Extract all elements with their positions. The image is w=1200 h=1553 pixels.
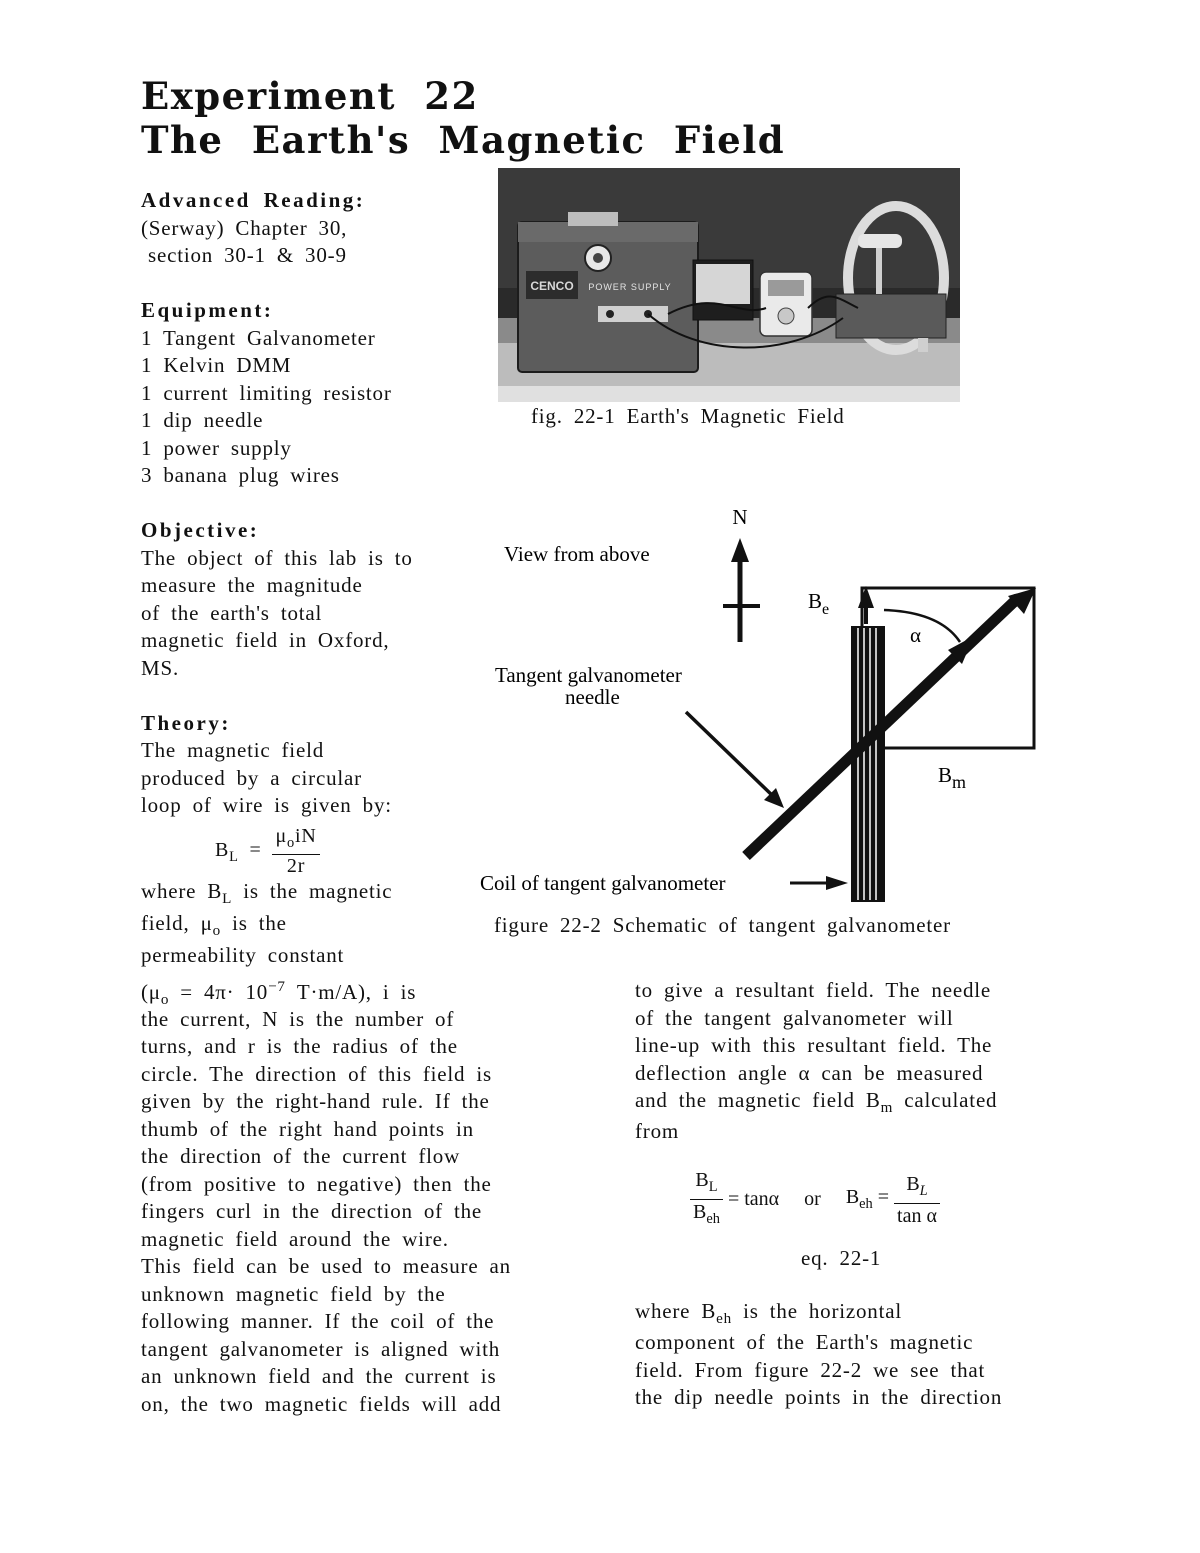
theory-line: This field can be used to measure an [141, 1254, 511, 1278]
theory-line: turns, and r is the radius of the [141, 1034, 458, 1058]
right-from-line: from [635, 1119, 680, 1143]
theory-line: unknown magnetic field by the [141, 1281, 446, 1306]
theory-line: loop of wire is given by: [141, 793, 392, 817]
theory-where-line: where $B_L$ is the magnetic [141, 878, 393, 907]
theory-line: circle. The direction of this field is [141, 1061, 493, 1086]
equipment-item: 1 current limiting resistor [141, 380, 392, 405]
galvanometer-schematic [470, 500, 1070, 910]
north-label: N [732, 505, 748, 529]
right-where-line: where $B_{eh}$ is the horizontal [635, 1299, 902, 1328]
equipment-item: 3 banana plug wires [141, 463, 340, 487]
alpha-arc [884, 610, 960, 642]
coil [851, 626, 885, 902]
objective-line: magnetic field in Oxford, [141, 628, 390, 652]
right-line: of the tangent galvanometer will [635, 1005, 954, 1030]
theory-line: tangent galvanometer is aligned with [141, 1336, 501, 1361]
objective-line: MS. [141, 655, 180, 680]
needle-label-1: Tangent galvanometer [495, 663, 682, 687]
right-line: to give a resultant field. The needle [635, 978, 992, 1002]
biot-savart-formula: $B_L$ = $\frac{\mu_oiN}{2r}$ [141, 820, 581, 878]
objective-heading: Objective: [141, 518, 260, 542]
needle-label-2: needle [565, 685, 620, 709]
view-label: View from above [504, 542, 650, 566]
theory-line: the current, N is the number of [141, 1006, 455, 1031]
right-line: field. From figure 22-2 we see that [635, 1357, 986, 1382]
right-line: line-up with this resultant field. The [635, 1033, 993, 1057]
alpha-label: α [910, 623, 922, 647]
equipment-item: 1 power supply [141, 435, 292, 460]
theory-line: given by the right-hand rule. If the [141, 1089, 490, 1113]
reading-line: section 30-1 & 30-9 [148, 243, 347, 267]
photo-caption: fig. 22-1 Earth's Magnetic Field [531, 404, 845, 428]
equipment-heading: Equipment: [141, 298, 274, 322]
be-label: $B_e$ [808, 589, 830, 618]
theory-line: magnetic field around the wire. [141, 1226, 449, 1251]
theory-line: (from positive to negative) then the [141, 1171, 492, 1196]
page-title [141, 74, 785, 162]
right-line: component of the Earth's magnetic [635, 1330, 974, 1354]
objective-line: of the earth's total [141, 600, 323, 625]
right-bm-line: and the magnetic field $B_m$ calculated [635, 1088, 998, 1117]
right-line: deflection angle α can be measured [635, 1060, 984, 1085]
equipment-item: 1 dip needle [141, 408, 264, 432]
theory-line: following manner. If the coil of the [141, 1309, 495, 1333]
equipment-photo [498, 168, 960, 402]
experiment-number: Experiment 22 [141, 74, 479, 118]
equation-label: eq. 22-1 [801, 1246, 882, 1270]
objective-line: The object of this lab is to [141, 545, 413, 570]
equipment-item: 1 Tangent Galvanometer [141, 325, 376, 350]
theory-line: The magnetic field [141, 738, 324, 762]
right-line: the dip needle points in the direction [635, 1385, 1003, 1409]
equation-22-1: $\frac{B_L}{B_{eh}}$ = tanα or $B_{eh}$ = $\frac{B_L}{\text{tan α}}$ [690, 1168, 940, 1231]
theory-permeability-line: permeability constant [141, 942, 345, 967]
theory-heading: Theory: [141, 710, 231, 735]
right-column-lower [635, 1298, 1075, 1412]
objective-line: measure the magnitude [141, 573, 363, 597]
equipment-item: 1 Kelvin DMM [141, 353, 292, 377]
theory-constant-line: ($\mu_o = 4\pi\cdot 10^{-7}$ T·m/A), i is [141, 978, 417, 1008]
advanced-reading-heading: Advanced Reading: [141, 188, 366, 212]
coil-label: Coil of tangent galvanometer [480, 871, 726, 895]
bm-label: Bm [938, 763, 967, 792]
right-column [635, 977, 1075, 1146]
schematic-caption: figure 22-2 Schematic of tangent galvanometer [494, 913, 951, 937]
power-supply-label: POWER SUPPLY [588, 282, 672, 292]
theory-line: an unknown field and the current is [141, 1364, 497, 1388]
theory-line: on, the two magnetic fields will add [141, 1391, 502, 1416]
reading-line: (Serway) Chapter 30, [141, 215, 348, 240]
theory-line: the direction of the current flow [141, 1144, 461, 1168]
theory-line: thumb of the right hand points in [141, 1116, 474, 1141]
theory-line: fingers curl in the direction of the [141, 1199, 483, 1223]
theory-line: produced by a circular [141, 765, 362, 790]
experiment-title: The Earth's Magnetic Field [141, 118, 786, 162]
power-supply-brand: CENCO [530, 279, 574, 293]
theory-field-line: field, $\mu_o$ is the [141, 910, 287, 939]
